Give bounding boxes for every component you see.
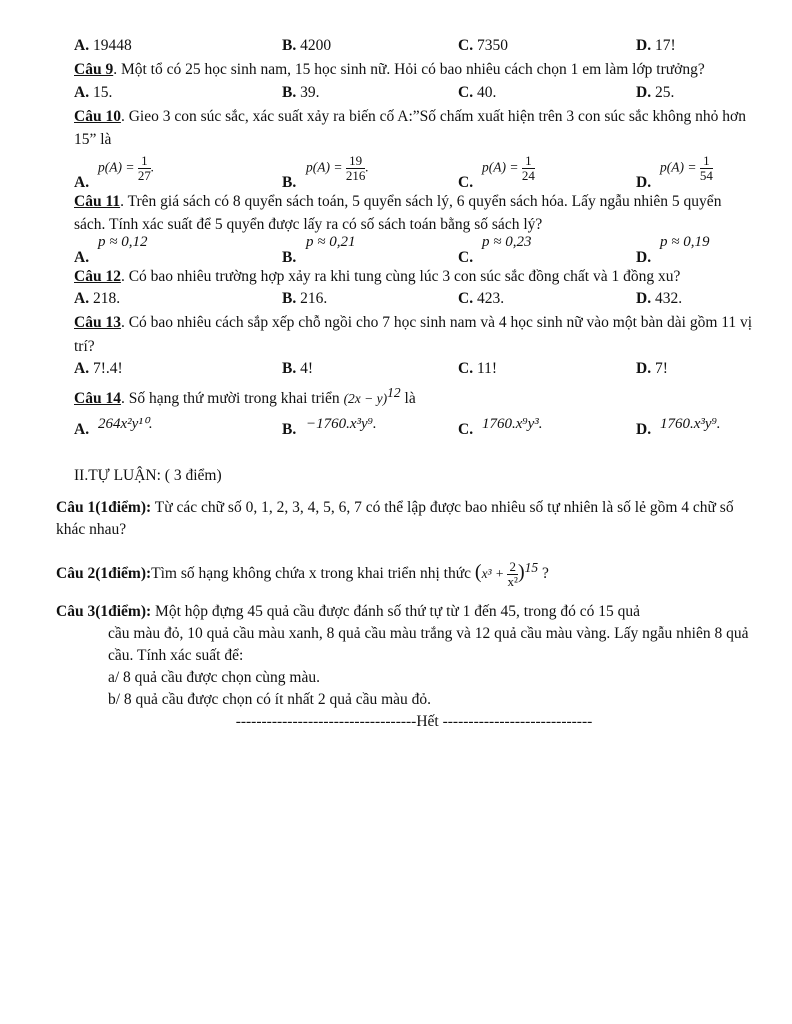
- question-11: Câu 11. Trên giá sách có 8 quyển sách toán, 5 quyển sách lý, 6 quyển sách hóa. Lấy ngẫu nhiên 5 quyển sách. Tính xác suất để 5 quyển được lấy ra có số sách toán bằng số sách lý?: [74, 192, 722, 233]
- q10-options: A. p(A) = $\frac{1}{27}$ . B. p(A) = $\frac{19}{216}$ . C. p(A) = $\frac{1}{24}$ D. p(A) = $\frac{1}{54}$: [74, 152, 713, 191]
- question-14: Câu 14. Số hạng thứ mười trong khai triển $(2x - y)^{12}$ là: [74, 385, 416, 408]
- question-12: Câu 12. Có bao nhiêu trường hợp xảy ra khi tung cùng lúc 3 con súc sắc đồng chất và 1 đồng xu?: [74, 267, 681, 285]
- q8-option-d: 17!: [654, 37, 676, 54]
- question-9: Câu 9. Một tổ có 25 học sinh nam, 15 học sinh nữ. Hỏi có bao nhiêu cách chọn 1 em làm lớp trưởng?: [74, 61, 705, 78]
- q11-options: A. p ≈ 0,12 B. p ≈ 0,21 C. p ≈ 0,23 D. p ≈ 0,19: [74, 233, 710, 266]
- q8-option-b: 4200: [300, 37, 332, 54]
- essay-3-part-a: a/ 8 quả cầu được chọn cùng màu.: [108, 668, 320, 686]
- end-marker: -----------------------------------Hết -----------------------------: [235, 712, 593, 730]
- essay-1: Câu 1(1điểm): Từ các chữ số 0, 1, 2, 3, 4, 5, 6, 7 có thể lập được bao nhiêu số tự nhiên là số lẻ gồm 4 chữ số khác nhau?: [56, 498, 734, 538]
- exam-page: [56, 35, 754, 731]
- q8-option-c: 7350: [476, 37, 508, 54]
- essay-3: Câu 3(1điểm): Một hộp đựng 45 quả cầu được đánh số thứ tự từ 1 đến 45, trong đó có 15 quả cầu màu đỏ, 10 quả cầu màu xanh, 8 quả cầu màu trắng và 12 quả cầu màu vàng. Lấy ngẫu nhiên 8 quả cầu. Tính xác suất để: a/ 8 quả cầu được chọn cùng màu. b/ 8 quả cầu được chọn có ít nhất 2 quả cầu màu đỏ.: [56, 601, 754, 711]
- q8-option-a: 19448: [92, 37, 132, 54]
- q8-options: A. 19448 B. 4200 C. 7350 D. 17!: [74, 37, 676, 54]
- q9-options: A. 15. B. 39. C. 40. D. 25.: [74, 83, 675, 101]
- q13-options: A. 7!.4! B. 4! C. 11! D. 7!: [74, 360, 668, 377]
- question-10: Câu 10. Gieo 3 con súc sắc, xác suất xảy ra biến cố A:”Số chấm xuất hiện trên 3 con súc sắc không nhỏ hơn 15” là: [74, 107, 746, 148]
- q12-options: A. 218. B. 216. C. 423. D. 432.: [74, 290, 683, 307]
- question-13: Câu 13. Có bao nhiêu cách sắp xếp chỗ ngồi cho 7 học sinh nam và 4 học sinh nữ vào một bàn dài gồm 11 vị trí?: [74, 314, 753, 355]
- essay-3-part-b: b/ 8 quả cầu được chọn có ít nhất 2 quả cầu màu đỏ.: [108, 690, 432, 708]
- section-title: II.TỰ LUẬN: ( 3 điểm): [74, 466, 222, 484]
- essay-2: Câu 2(1điểm):Tìm số hạng không chứa x trong khai triển nhị thức (x³ + $\frac{2}{\text{x²}}$ )$^{15}$ ?: [56, 558, 549, 589]
- q14-options: A. 264x²y¹⁰. B. −1760.x³y⁹. C. 1760.x⁹y³. D. 1760.x³y⁹.: [74, 415, 721, 438]
